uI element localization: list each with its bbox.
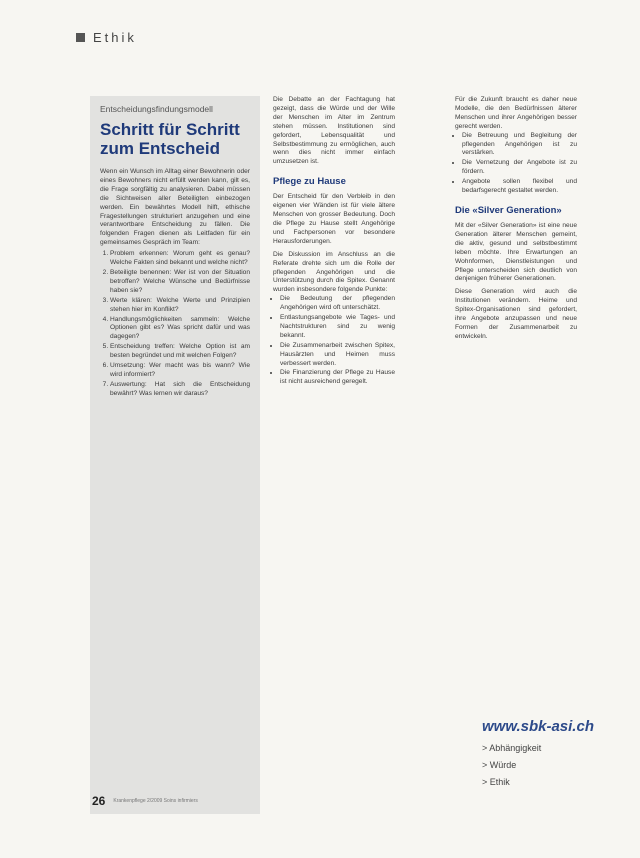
related-link[interactable]: > Abhängigkeit	[482, 743, 542, 753]
bullet-item: • Die Zusammenarbeit zwischen Spitex, Hausärzten und Heimen muss verbessert werden.	[280, 342, 395, 369]
bullet-list	[273, 295, 395, 387]
related-link-label: Ethik	[489, 777, 510, 787]
page-number: 26	[92, 794, 106, 808]
question-item: 1. Problem erkennen: Worum geht es genau? Welche Fakten sind bekannt und welche nicht?	[110, 250, 250, 268]
related-link[interactable]: > Würde	[482, 760, 517, 770]
sidebar-box	[90, 96, 260, 814]
paragraph: Für die Zukunft braucht es daher neue Modelle, die den Bedürfnissen älterer Menschen und ihrer Angehörigen besser gerecht werden.	[455, 96, 577, 130]
related-links	[482, 740, 541, 791]
bullet-list	[455, 132, 577, 196]
page-footer	[92, 794, 198, 808]
section-label: Ethik	[93, 30, 137, 45]
related-link-label: Abhängigkeit	[489, 743, 542, 753]
paragraph: Die Diskussion im Anschluss an die Referate drehte sich um die Rolle der pflegenden Angehörigen und die Unterstützung durch die Spitex. Genannt wurden insbesondere folgende Punkte:	[273, 250, 395, 294]
bullet-item: • Entlastungsangebote wie Tages- und Nachtstrukturen sind zu wenig bekannt.	[280, 314, 395, 341]
question-item: 4. Handlungsmöglichkeiten sammeln: Welche Optionen gibt es? Was spricht dafür und was dagegen?	[110, 316, 250, 343]
section-square-icon	[76, 33, 85, 42]
paragraph: Mit der «Silver Generation» ist eine neue Generation älterer Menschen gemeint, die aktiv, gesund und selbstbestimmt leben möchte. Ihre Erwartungen an Wohnformen, Dienstleistungen und Pflege unterscheiden sich deutlich von denjenigen früherer Generationen.	[455, 221, 577, 283]
question-list	[100, 250, 250, 399]
sidebar-kicker: Entscheidungsfindungsmodell	[100, 104, 213, 114]
bullet-item: • Die Vernetzung der Angebote ist zu fördern.	[462, 159, 577, 177]
bullet-item: • Die Betreuung und Begleitung der pflegenden Angehörigen ist zu verstärken.	[462, 132, 577, 159]
section-header	[76, 30, 137, 45]
sidebar-intro: Wenn ein Wunsch im Alltag einer Bewohnerin oder eines Bewohners nicht erfüllt werden kann, gilt es, die Frage sorgfältig zu analysieren. Dabei müssen die Sichtweisen aller Beteiligten einbezogen werden. Ein bewährtes Modell hilft, ethische Fragestellungen strukturiert anzugehen und eine verantwortbare Entscheidung zu fällen. Die folgenden Fragen dienen als Leitfaden für ein gemeinsames Gespräch im Team:	[100, 168, 250, 247]
question-item: 7. Auswertung: Hat sich die Entscheidung bewährt? Was lernen wir daraus?	[110, 381, 250, 399]
related-link-label: Würde	[489, 760, 517, 770]
bullet-item: • Die Finanzierung der Pflege zu Hause ist nicht ausreichend geregelt.	[280, 369, 395, 387]
question-item: 2. Beteiligte benennen: Wer ist von der Situation betroffen? Welche Wünsche und Bedürfnisse haben sie?	[110, 269, 250, 296]
bullet-item: • Die Bedeutung der pflegenden Angehörigen wird oft unterschätzt.	[280, 295, 395, 313]
paragraph: Diese Generation wird auch die Institutionen verändern. Heime und Spitex-Organisationen sind gefordert, ihre Angebote anzupassen und neue Formen der Zusammenarbeit zu entwickeln.	[455, 288, 577, 340]
subheading-silver-generation: Die «Silver Generation»	[455, 204, 562, 216]
sidebar-title: Schritt für Schritt zum Entscheid	[100, 120, 240, 158]
website-link[interactable]: www.sbk-asi.ch	[482, 718, 594, 735]
bullet-item: • Angebote sollen flexibel und bedarfsgerecht gestaltet werden.	[462, 178, 577, 196]
question-item: 5. Entscheidung treffen: Welche Option ist am besten begründet und mit welchen Folgen?	[110, 343, 250, 361]
paragraph: Die Debatte an der Fachtagung hat gezeigt, dass die Würde und der Wille der Menschen im Alter im Zentrum stehen müssen. Institutionen sind gefordert, Lebensqualität und Selbstbestimmung zu ermöglichen, auch wenn dies nicht immer einfach umzusetzen ist.	[273, 96, 395, 166]
subheading-home-care: Pflege zu Hause	[273, 176, 346, 188]
related-link[interactable]: > Ethik	[482, 777, 510, 787]
article-column-middle	[273, 96, 395, 388]
publication-source: Krankenpflege 2/2009 Soins infirmiers	[113, 798, 198, 804]
article-column-right	[455, 96, 577, 342]
paragraph: Der Entscheid für den Verbleib in den eigenen vier Wänden ist für viele ältere Menschen von grosser Bedeutung. Doch die Pflege zu Hause stellt Angehörige und Fachpersonen vor besondere Herausforderungen.	[273, 193, 395, 245]
question-item: 3. Werte klären: Welche Werte und Prinzipien stehen hier im Konflikt?	[110, 297, 250, 315]
question-item: 6. Umsetzung: Wer macht was bis wann? Wie wird informiert?	[110, 362, 250, 380]
